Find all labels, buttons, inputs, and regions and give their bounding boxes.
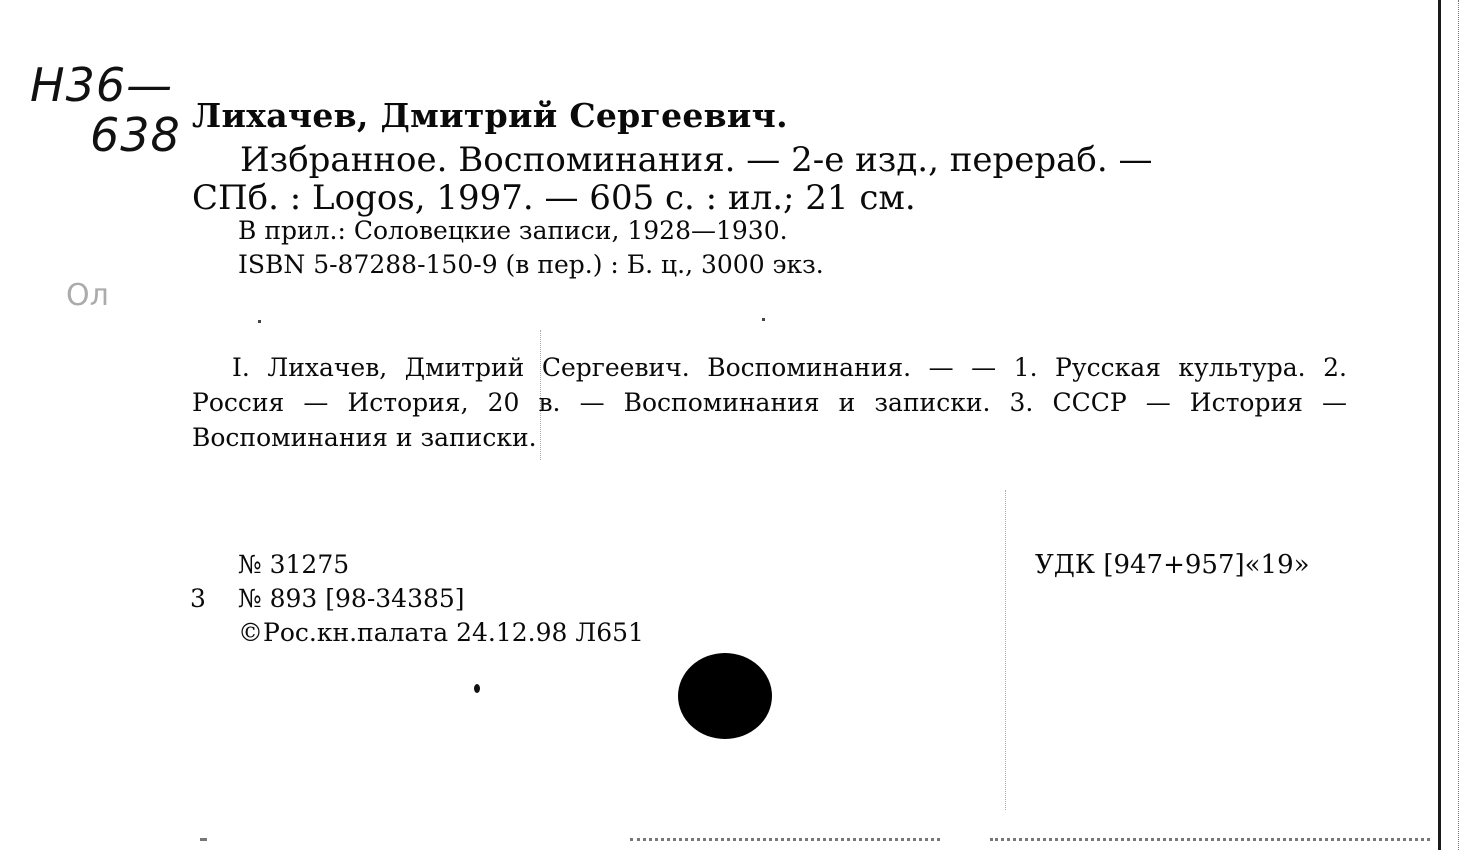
copyright-line: ©Рос.кн.палата 24.12.98 Л651: [238, 618, 644, 647]
ink-spot: [474, 684, 480, 693]
title-line: Избранное. Воспоминания. — 2-е изд., перераб. —: [240, 140, 1153, 180]
shelfmark-line1: Н36—: [30, 58, 174, 112]
card-prefix: 3: [190, 584, 206, 613]
card-edge: [1438, 0, 1441, 850]
appendix-note: В прил.: Соловецкие записи, 1928—1930.: [238, 216, 788, 245]
card-edge-shadow: [1458, 0, 1460, 850]
udk-code: УДК [947+957]«19»: [1035, 550, 1310, 580]
library-stamp: Ол: [66, 278, 109, 313]
scan-artifact-line: [1005, 490, 1007, 810]
author-heading: Лихачев, Дмитрий Сергеевич.: [192, 96, 788, 135]
subject-tracings: [192, 350, 1347, 455]
scan-noise: [990, 824, 1430, 841]
scan-noise: [630, 824, 940, 841]
tracings-text: I. Лихачев, Дмитрий Сергеевич. Воспоминания. — — 1. Русская культура. 2. Россия — История, 20 в. — Воспоминания и записки. 3. СССР — История — Воспоминания и записки.: [192, 353, 1347, 452]
isbn-line: ISBN 5-87288-150-9 (в пер.) : Б. ц., 3000 экз.: [238, 250, 824, 279]
scan-noise: [200, 824, 206, 841]
registration-number: № 893 [98-34385]: [238, 584, 465, 613]
shelfmark-line2: 638: [90, 108, 181, 162]
speck: [762, 318, 765, 321]
card-number: № 31275: [238, 550, 350, 579]
speck: [258, 320, 261, 323]
imprint-line: СПб. : Logos, 1997. — 605 с. : ил.; 21 см.: [192, 178, 916, 218]
punch-hole: [678, 653, 772, 739]
